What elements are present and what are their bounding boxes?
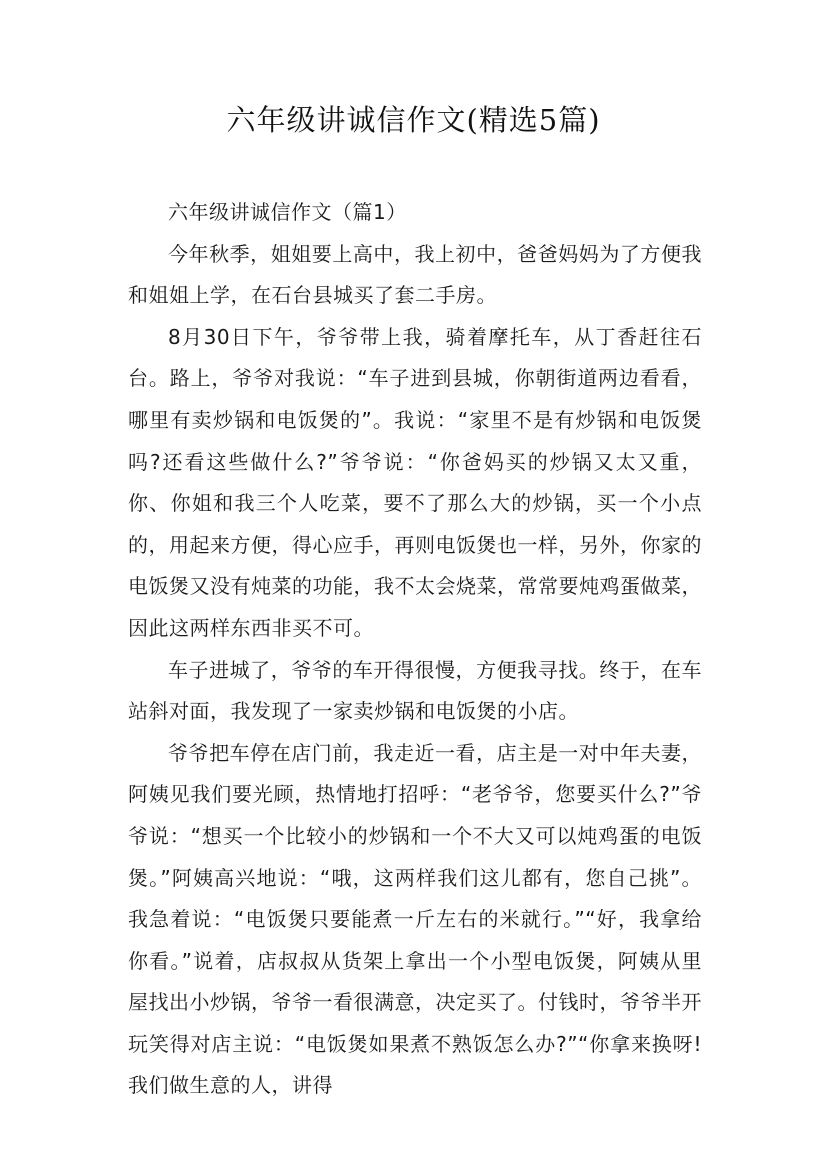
paragraph-2: 8月30日下午，爷爷带上我，骑着摩托车，从丁香赶往石台。路上，爷爷对我说：“车子进到县城，你朝街道两边看看，哪里有卖炒锅和电饭煲的”。我说：“家里不是有炒锅和电饭煲吗?还看这些做什么?”爷爷说：“你爸妈买的炒锅又太又重，你、你姐和我三个人吃菜，要不了那么大的炒锅，买一个小点的，用起来方便，得心应手，再则电饭煲也一样，另外，你家的电饭煲又没有炖菜的功能，我不太会烧菜，常常要炖鸡蛋做菜，因此这两样东西非买不可。	[128, 324, 702, 640]
document-title: 六年级讲诚信作文(精选5篇)	[226, 103, 601, 137]
document-body	[128, 192, 702, 1107]
paragraph-3: 车子进城了，爷爷的车开得很慢，方便我寻找。终于，在车站斜对面，我发现了一家卖炒锅和电饭煲的小店。	[128, 657, 702, 724]
section-heading: 六年级讲诚信作文（篇1）	[168, 200, 407, 224]
paragraph-1: 今年秋季，姐姐要上高中，我上初中，爸爸妈妈为了方便我和姐姐上学，在石台县城买了套二手房。	[128, 241, 702, 308]
paragraph-4: 爷爷把车停在店门前，我走近一看，店主是一对中年夫妻，阿姨见我们要光顾，热情地打招呼：“老爷爷，您要买什么?”爷爷说：“想买一个比较小的炒锅和一个不大又可以炖鸡蛋的电饭煲。”阿姨高兴地说：“哦，这两样我们这儿都有，您自己挑”。我急着说：“电饭煲只要能煮一斤左右的米就行。”“好，我拿给你看。”说着，店叔叔从货架上拿出一个小型电饭煲，阿姨从里屋找出小炒锅，爷爷一看很满意，决定买了。付钱时，爷爷半开玩笑得对店主说：“电饭煲如果煮不熟饭怎么办?”“你拿来换呀!我们做生意的人，讲得	[128, 740, 702, 1098]
